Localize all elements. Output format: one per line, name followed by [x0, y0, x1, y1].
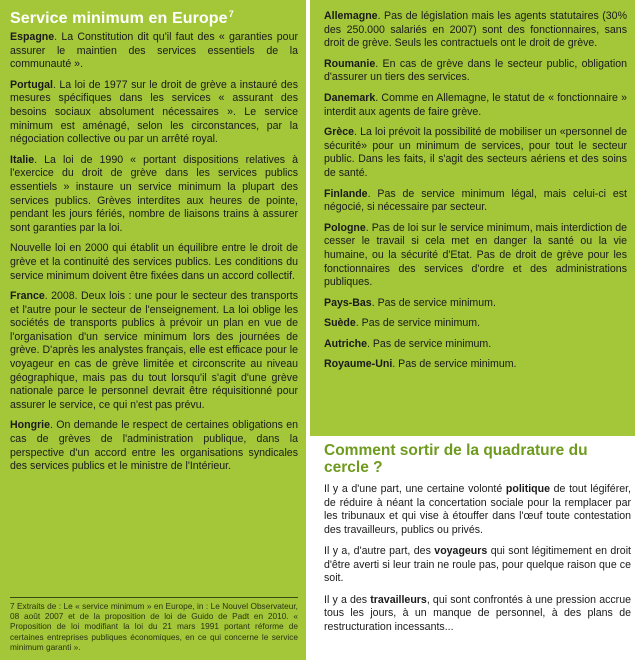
footnote: 7 Extraits de : Le « service minimum » en Europe, in : Le Nouvel Observateur, 08 août 2007 et de la proposition de loi de Guido de Padt en 2010. « Proposition de loi modifiant la loi du 21 mars 1991 portant réforme de certaines entreprises publiques économiques, en ce qui concerne le service minimum garanti ». [10, 597, 298, 652]
paragraph-portugal: Portugal. La loi de 1977 sur le droit de grève a instauré des mesures spécifiques dans les services « assurant des besoins sociaux absolument nécessaires ». Le service minimum est aménagé, selon les circonstances, par la négociation collective ou par un arrêté royal. [10, 78, 298, 146]
left-column [0, 0, 306, 660]
paragraph-finlande: Finlande. Pas de service minimum légal, mais celui-ci est négocié, si nécessaire par secteur. [324, 187, 627, 214]
paragraph-pays-bas: Pays-Bas. Pas de service minimum. [324, 296, 496, 309]
paragraph-autriche: Autriche. Pas de service minimum. [324, 337, 492, 350]
paragraph-allemagne: Allemagne. Pas de législation mais les agents statutaires (30% des 250.000 salariés en 2007) sont des fonctionnaires, sans droit de grève. Seuls les contractuels ont le droit de grève. [324, 10, 627, 50]
paragraph-france: France. 2008. Deux lois : une pour le secteur des transports et l'autre pour le secteur de l'enseignement. La loi oblige les sociétés de transports publics à prévoir un plan en vue de l'organisation d'un service minimum lors des journées de grève. D'après les analystes français, elle est efficace pour le voyageur en cas de grève limitée et circonscrite au niveau géographique, mais pas du tout lorsqu'il s'agit d'une grève nationale parce le personnel devrait être réquisitionné pour assurer le service, ce qui n'est pas prévu. [10, 290, 298, 411]
paragraph-grece: Grèce. La loi prévoit la possibilité de mobiliser un «personnel de sécurité» pour un minimum de services, pour tout le secteur public. Dans les faits, il s'agit des secteurs aériens et des soins de santé. [324, 126, 627, 179]
box-title: Comment sortir de la quadrature du cercle ? [324, 442, 588, 476]
paragraph-suede: Suède. Pas de service minimum. [324, 317, 481, 330]
paragraph-roumanie: Roumanie. En cas de grève dans le secteur public, obligation d'assurer un tiers des services. [324, 57, 627, 84]
section-title: Service minimum en Europe$^7$ [10, 9, 234, 27]
box-paragraph-voyageurs: Il y a, d'autre part, des voyageurs qui sont légitimement en droit d'être averti si leur train ne roule pas, pour quelque raison que ce soit. [324, 545, 632, 584]
quadrature-box [312, 436, 635, 660]
box-paragraph-politique: Il y a d'une part, une certaine volonté politique de tout légiférer, de réduire à néant la concertation sociale pour la remplacer par les tribunaux et qui vise à étouffer dans l'œuf toute contestation des travailleurs, publics ou privés. [324, 483, 632, 536]
footnote-ref: 7 [228, 9, 234, 19]
paragraph-espagne: Espagne. La Constitution dit qu'il faut des « garanties pour assurer le maintien des services essentiels de la communauté ». [10, 31, 298, 71]
right-column [310, 0, 635, 436]
box-paragraph-travailleurs: Il y a des travailleurs, qui sont confrontés à une pression accrue tous les jours, à un manque de personnel, à des plans de restructuration incessants... [324, 593, 631, 633]
paragraph-italie: Italie. La loi de 1990 « portant dispositions relatives à l'exercice du droit de grève dans les services publics essentiels » instaure un service minimum la plupart des services publics. Grèves interdites aux heures de pointe, pendant les jours fériés, nombre de liaisons trains à assurer sont garanties par la loi. [10, 153, 298, 234]
paragraph-hongrie: Hongrie. On demande le respect de certaines obligations en cas de grèves de l'administration publique, dans la perspective d'un accord entre les organisations syndicales des services publics et le ministre de l'Intérieur. [10, 419, 298, 473]
paragraph-italie-2000: Nouvelle loi en 2000 qui établit un équilibre entre le droit de grève et la continuité des services publics. Les conditions du service minimum doivent être fixées dans un accord collectif. [10, 242, 298, 282]
paragraph-danemark: Danemark. Comme en Allemagne, le statut de « fonctionnaire » interdit aux agents de faire grève. [324, 91, 627, 118]
paragraph-pologne: Pologne. Pas de loi sur le service minimum, mais interdiction de cesser le travail si cela met en danger la santé ou la vie humaine, ou la sécurité d'Etat. Pas de droit de grève pour les fonctionnaires des services d'ordre et des administrations publiques. [324, 221, 627, 289]
paragraph-royaume-uni: Royaume-Uni. Pas de service minimum. [324, 358, 517, 371]
